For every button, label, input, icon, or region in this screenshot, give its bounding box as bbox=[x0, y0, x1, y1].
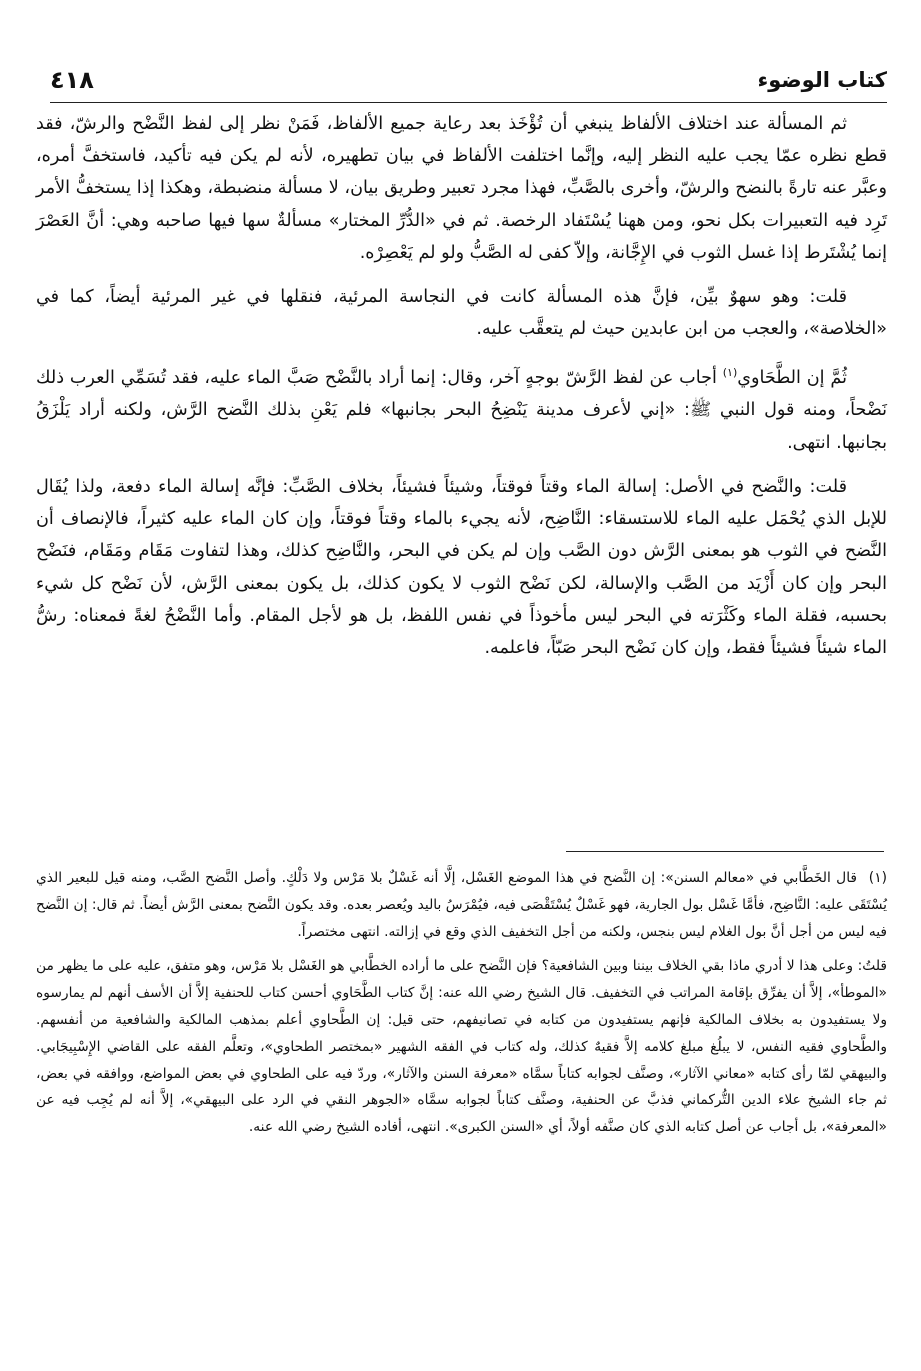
paragraph-3-rest: أجاب عن لفظ الرَّشّ بوجهٍ آخر، وقال: إنما أراد بالنَّضْح صَبَّ الماء عليه، فقد تُسَمِّي العرب ذلك نَضْحاً، ومنه قول النبي ﷺ: «إني لأعرف مدينة يَنْضِحُ البحر بجانبها» فلم يَعْنِ بذلك النَّضح الرَّش، ولكنه أراد يَلْزَقُ بجانبها. انتهى. bbox=[36, 368, 887, 453]
footnote-separator bbox=[566, 851, 884, 852]
footnote-1-text: قال الخَطَّابي في «معالم السنن»: إن النَّضح في هذا الموضع الغَسْل، إلَّا أنه غَسْلٌ بلا مَرْس ولا دَلْكٍ. وأصل النَّضح الصَّب، ومنه قيل للبعير الذي يُسْتَقَى عليه: النَّاضِح، فأمَّا غَسْل بول الجارية، فهو غَسْلٌ يُسْتَقْصَى فيه، فيُمْرَسُ باليد ويُعصر بعده. وقد يكون النَّضح بمعنى الرَّش أيضاً. ثم قال: إن النَّضح فيه ليس من أجل أنَّ بول الغلام ليس بنجس، ولكنه من أجل التخفيف الذي وقع في إزالته. انتهى مختصراً. bbox=[36, 870, 887, 940]
page-header bbox=[50, 58, 887, 103]
footnote-marker: (١) bbox=[868, 870, 887, 886]
page-number: ٤١٨ bbox=[50, 66, 94, 94]
footnotes bbox=[36, 865, 887, 1149]
paragraph-4: قلت: والنَّضح في الأصل: إسالة الماء وقتاً فوقتاً، وشيئاً فشيئاً، بخلاف الصَّبِّ: فإنَّه إسالة الماء دفعة، ولذا يُقَال للإبل الذي يُحْمَل عليه الماء للاستسقاء: النَّاضِح، لأنه يجيء بالماء وقتاً فوقتاً، وإن كان الماء عليه كثيراً، فالإنصاف أن النَّضح في الثوب هو بمعنى الرَّش دون الصَّب وإن لم يكن في البحر، والنَّاضِح كذلك، وهذا لتفاوت مَقَام ومَقَام، فنَضْح البحر وإن كان أَزْيَد من الصَّب والإسالة، لكن نَضْح الثوب لا يكون كذلك، بل يكون بمعنى الرَّش، لأن نَضْح كل شيء بحسبه، فقلة الماء وكَثْرَته في البحر ليس مأخوذاً في نفس اللفظ، بل هو لأجل المقام. وأما النَّضْحُ لغةً فمعناه: رشُّ الماء شيئاً فشيئاً فقط، وإن كان نَضْح البحر صَبّاً، فاعلمه. bbox=[36, 476, 887, 658]
footnote-commentary: قلتُ: وعلى هذا لا أدري ماذا بقي الخلاف بيننا وبين الشافعية؟ فإن النَّضح على ما أراده الخطَّابي هو الغَسْل بلا مَرْس، وهو متفق، عليه على ما يظهر من «الموطأ»، إلاَّ أن يفرِّق بإقامة المراتب في التخفيف. قال الشيخ رضي الله عنه: إنَّ كتاب الطَّحَاوي أحسن كتاب للحنفية إلاَّ أن الأسف أنهم لم يمارسوه ولا يستفيدون به بخلاف المالكية فإنهم يستفيدون من كتابه في تصانيفهم، حتى قيل: إن الطَّحاوي أعلم بمذهب المالكية والشافعية من أنفسهم. والطَّحاوي فقيه النفس، لا يبلُغ مبلغ كلامه إلاَّ فقيهٌ كذلك، وله كتاب في الفقه الشهير «بمختصر الطحاوي»، وتعلَّم الفقه على القاضي الإِسْبِيجَابي. والبيهقي لمّا رأى كتابه «معاني الآثار»، وصنَّف لجوابه كتاباً سمَّاه «معرفة السنن والآثار»، وردّ فيه على الطحاوي في بعض المواضع، ووافقه في بعض، ثم جاء الشيخ علاء الدين التُّركماني فذبَّ عن الحنفية، وصنَّف كتاباً لجوابه سمَّاه «الجوهر النقي في الرد على البيهقي»، إلاَّ أنه لم يُجِب فيه عن «المعرفة»، بل أجاب عن أصل كتابه الذي كان صنَّفه أولاً، أي «السنن الكبرى». انتهى، أفاده الشيخ رضي الله عنه. bbox=[36, 958, 887, 1136]
paragraph-3-start: ثُمَّ إن الطَّحَاوي bbox=[737, 368, 848, 389]
footnote-1 bbox=[36, 865, 887, 945]
paragraph-3 bbox=[36, 357, 887, 458]
footnote-reference[interactable]: (١) bbox=[722, 366, 738, 380]
main-text bbox=[36, 108, 887, 676]
chapter-title: كتاب الوضوء bbox=[757, 68, 887, 92]
paragraph-2: قلت: وهو سهوٌ بيِّن، فإنَّ هذه المسألة كانت في النجاسة المرئية، فنقلها في غير المرئية أيضاً، كما في «الخلاصة»، والعجب من ابن عابدين حيث لم يتعقَّب عليه. bbox=[36, 287, 887, 340]
paragraph-1: ثم المسألة عند اختلاف الألفاظ ينبغي أن تُؤْخَذ بعد رعاية جميع الألفاظ، فَمَنْ نظر إلى لفظ النَّضْح والرشّ، فقد قطع نظره عمّا يجب عليه النظر إليه، وإنَّما اختلفت الألفاظ في بيان تطهيره، لأنه لم يكن فيه تأكيد، فاستخفَّ أمره، وعبَّر عنه تارةً بالنضح والرشّ، وأخرى بالصَّبِّ، فهذا مجرد تعبير وطريق بيان، لا مسألة منضبطة، وهكذا إذا يستخفُّ الأمر تَرِد فيه التعبيرات بكل نحو، ومن ههنا يُسْتَفاد الرخصة. ثم في «الدُّرِّ المختار» مسألةٌ سها فيها صاحبه وهي: أنَّ العَصْرَ إنما يُشْتَرط إذا غسل الثوب في الإِجَّانة، وإلاّ كفى له الصَّبُّ ولو لم يَعْصِرْه. bbox=[36, 114, 887, 263]
